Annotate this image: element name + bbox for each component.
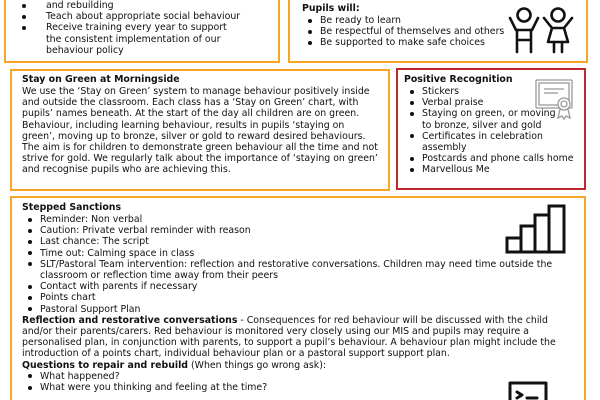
- repair-heading: [22, 360, 576, 371]
- sanction-item: Time out: Calming space in class: [22, 248, 576, 259]
- stepped-sanctions-box: [10, 196, 586, 400]
- repair-note: (When things go wrong ask):: [188, 359, 327, 371]
- sanction-item: Caution: Private verbal reminder with reason: [22, 225, 576, 236]
- stepped-sanctions-list: [22, 214, 576, 315]
- reflection-body: - Consequences for red behaviour will be discussed with the child and/or their parents/carers. Red behaviour is monitored very closely using our MIS and pupils may require a personalised plan, in conjunction with parents, to support a pupil’s behaviour. A behaviour plan might include the introduction of a points chart, individual behaviour plan or a pastoral support support plan.: [22, 314, 556, 360]
- recognition-item: Certificates in celebration assembly: [404, 131, 578, 153]
- stay-on-green-body: We use the ‘Stay on Green’ system to manage behaviour positively inside and outside the classroom. Each class has a ‘Stay on Green’ chart, with pupils’ names beneath. At the start of the day all children are on green. Behaviour, including learning behaviour, results in pupils ‘staying on green’, moving up to bronze, silver or gold to reward desired behaviours. The aim is for children to demonstrate green behaviour all the time and not strive for gold. We regularly talk about the importance of ‘staying on green’ and recognise pupils who are achieving this.: [22, 86, 378, 176]
- sanction-item: Pastoral Support Plan: [22, 304, 576, 315]
- sanction-item: Contact with parents if necessary: [22, 281, 576, 292]
- recognition-item: Postcards and phone calls home: [404, 153, 578, 164]
- chat-icon: [506, 380, 550, 400]
- recognition-item: Staying on green, or moving to bronze, silver and gold: [404, 108, 578, 130]
- stay-on-green-box: [10, 69, 390, 191]
- sanction-item: Last chance: The script: [22, 236, 576, 247]
- staff-item: Teach about appropriate social behaviour: [16, 11, 270, 22]
- pupils-item: Be supported to make safe choices: [302, 37, 578, 48]
- sanction-item: SLT/Pastoral Team intervention: reflection and restorative conversations. Children may need time outside the classroom or reflection time away from their peers: [22, 259, 576, 281]
- reflection-title: Reflection and restorative conversations: [22, 314, 238, 326]
- repair-questions-list: [22, 371, 576, 393]
- recognition-item: Stickers: [404, 86, 578, 97]
- repair-question: What happened?: [22, 371, 576, 382]
- staff-will-list: [16, 0, 270, 56]
- repair-title: Questions to repair and rebuild: [22, 359, 189, 371]
- positive-recognition-title: Positive Recognition: [404, 74, 513, 85]
- pupils-item: Be ready to learn: [302, 15, 578, 26]
- children-icon: [504, 6, 578, 54]
- recognition-item: Marvellous Me: [404, 164, 578, 175]
- certificate-icon: [534, 76, 578, 120]
- pupils-will-box: [288, 0, 588, 63]
- pupils-will-title: Pupils will:: [302, 3, 360, 14]
- steps-icon: [504, 204, 568, 254]
- staff-will-box: [4, 0, 280, 63]
- staff-item: and rebuilding: [16, 0, 270, 11]
- stay-on-green-title: Stay on Green at Morningside: [22, 74, 180, 85]
- recognition-item: Verbal praise: [404, 97, 578, 108]
- sanction-item: Reminder: Non verbal: [22, 214, 576, 225]
- reflection-paragraph: [22, 315, 576, 360]
- stepped-sanctions-title: Stepped Sanctions: [22, 202, 122, 213]
- positive-recognition-box: [396, 68, 586, 190]
- staff-item: Receive training every year to support the consistent implementation of our behaviour policy: [16, 22, 270, 56]
- repair-question: What were you thinking and feeling at the time?: [22, 382, 576, 393]
- pupils-item: Be respectful of themselves and others: [302, 26, 578, 37]
- sanction-item: Points chart: [22, 292, 576, 303]
